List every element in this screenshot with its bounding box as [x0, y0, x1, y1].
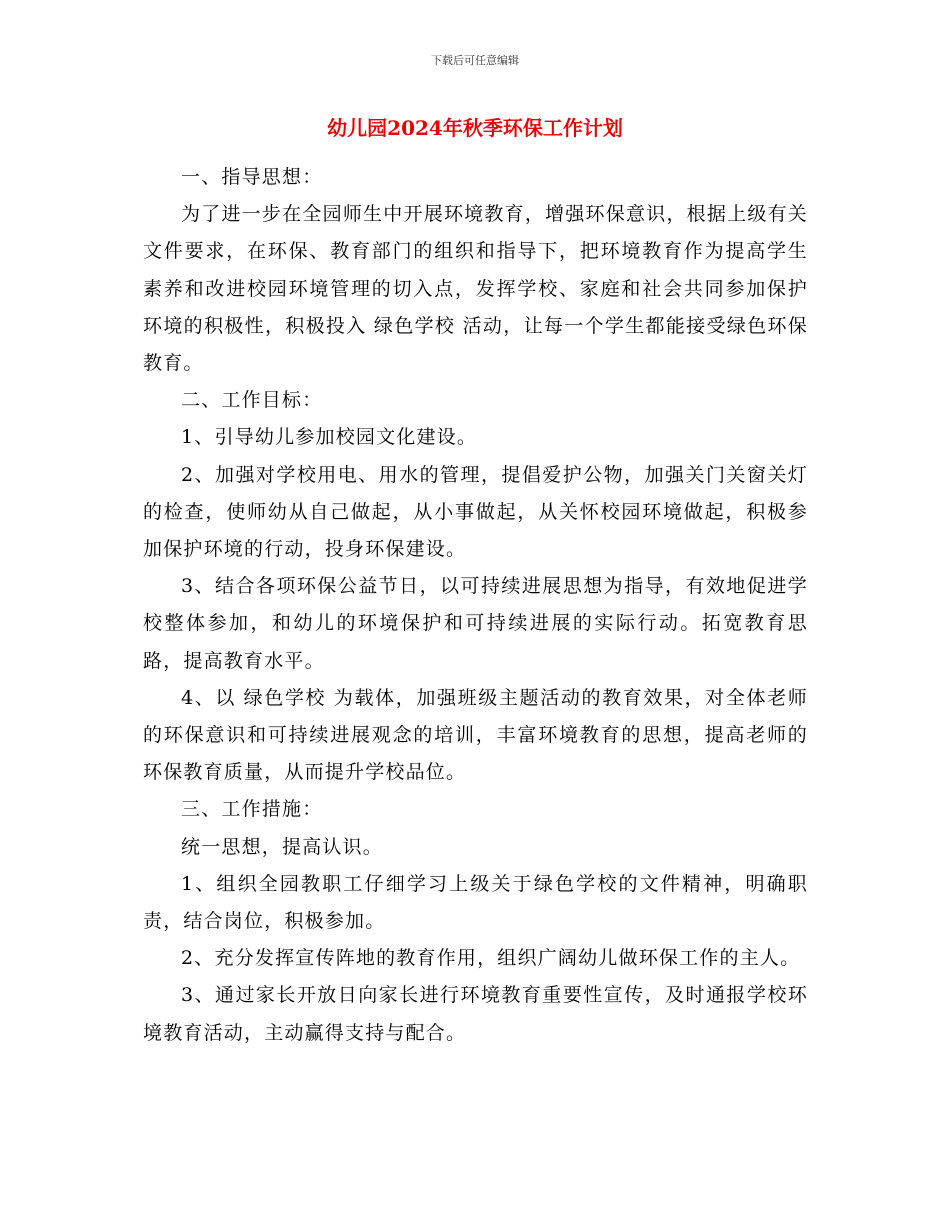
document-title: 幼儿园2024年秋季环保工作计划	[327, 116, 623, 140]
goal-item-1: 1、引导幼儿参加校园文化建设。	[181, 426, 478, 449]
measure-item-2: 2、充分发挥宣传阵地的教育作用，组织广阔幼儿做环保工作的主人。	[181, 947, 801, 970]
section-heading-guiding-ideology: 一、指导思想：	[181, 166, 323, 188]
page-header-note: 下载后可任意编辑	[431, 54, 519, 67]
goal-item-4: 4、以 绿色学校 为载体，加强班级主题活动的教育效果，对全体老师的环保意识和可持续进展观念的培训，丰富环境教育的思想，提高老师的环保教育质量，从而提升学校品位。	[143, 686, 808, 784]
section-heading-work-measures: 三、工作措施：	[181, 798, 323, 821]
measure-item-3: 3、通过家长开放日向家长进行环境教育重要性宣传，及时通报学校环境教育活动，主动赢得支持与配合。	[143, 984, 808, 1044]
section-heading-work-goals: 二、工作目标：	[181, 389, 323, 412]
measure-item-1: 1、组织全园教职工仔细学习上级关于绿色学校的文件精神，明确职责，结合岗位，积极参加。	[143, 872, 808, 933]
paragraph-guiding-ideology: 为了进一步在全园师生中开展环境教育，增强环保意识，根据上级有关文件要求，在环保、教育部门的组织和指导下，把环境教育作为提高学生素养和改进校园环境管理的切入点，发挥学校、家庭和社会共同参加保护环境的积极性，积极投入 绿色学校 活动，让每一个学生都能接受绿色环保教育。	[143, 203, 808, 375]
goal-item-2: 2、加强对学校用电、用水的管理，提倡爱护公物，加强关门关窗关灯的检查，使师幼从自己做起，从小事做起，从关怀校园环境做起，积极参加保护环境的行动，投身环保建设。	[143, 463, 808, 561]
goal-item-3: 3、结合各项环保公益节日，以可持续进展思想为指导，有效地促进学校整体参加，和幼儿的环境保护和可持续进展的实际行动。拓宽教育思路，提高教育水平。	[143, 575, 808, 672]
measures-subheading: 统一思想，提高认识。	[181, 835, 384, 858]
document-body	[143, 159, 808, 1052]
